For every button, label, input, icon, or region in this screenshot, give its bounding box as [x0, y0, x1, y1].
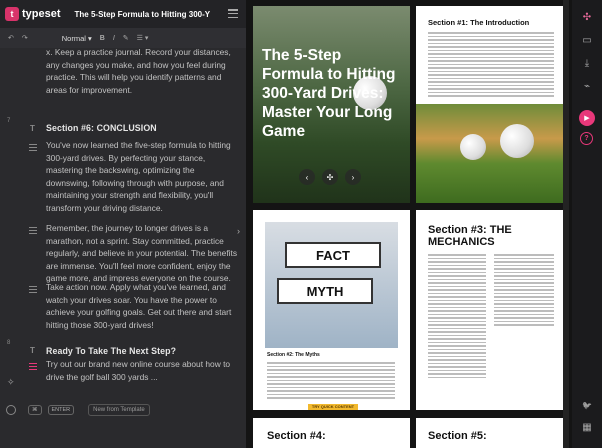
magic-wand-icon[interactable]: ✧: [7, 377, 15, 387]
menu-icon[interactable]: [228, 9, 238, 18]
section7-heading[interactable]: Ready To Take The Next Step?: [46, 346, 177, 356]
italic-button[interactable]: I: [112, 34, 115, 42]
paragraph-type-icon[interactable]: [29, 144, 37, 151]
heading-type-icon[interactable]: T: [30, 346, 35, 355]
collapse-panel-icon[interactable]: ›: [237, 226, 240, 236]
brand-name: typeset: [22, 8, 61, 20]
add-block-icon[interactable]: [6, 405, 16, 415]
image-icon[interactable]: ▭: [582, 34, 592, 46]
page-section-5[interactable]: [416, 418, 566, 448]
section6-heading[interactable]: Section #6: CONCLUSION: [46, 123, 157, 133]
brand-kit-icon[interactable]: ✣: [582, 11, 592, 23]
myth-sign: MYTH: [277, 278, 373, 304]
right-toolbar: [572, 0, 602, 448]
preview-scrollbar[interactable]: [563, 0, 569, 448]
typeset-logo-icon[interactable]: t: [5, 7, 19, 21]
section7-paragraph-1[interactable]: Try out our brand new online course about how to drive the golf ball 300 yards ...: [46, 359, 231, 382]
new-from-template-button[interactable]: New from Template: [88, 404, 150, 416]
next-layout-icon[interactable]: ›: [345, 169, 361, 185]
shortcut-key-enter: ENTER: [48, 405, 75, 415]
editor-topbar: [0, 0, 246, 28]
golf-tee-image: [416, 104, 566, 203]
page-text-lines: [428, 32, 554, 99]
cover-navigation: [299, 169, 361, 185]
shuffle-icon[interactable]: ✣: [322, 169, 338, 185]
twitter-icon[interactable]: 🐦: [582, 400, 592, 410]
page-section-3[interactable]: [416, 210, 566, 410]
fact-myth-sign-image: [265, 222, 398, 348]
format-toolbar: [0, 28, 246, 48]
try-quick-content-badge[interactable]: TRY QUICK CONTENT: [308, 404, 358, 410]
page-section-5-heading: Section #5:: [428, 430, 487, 442]
practice-journal-paragraph[interactable]: x. Keep a practice journal. Record your distances, any changes you make, and how you feel during practice. This will help you identify patterns and areas for improvement.: [46, 47, 231, 95]
paragraph-type-icon[interactable]: [29, 227, 37, 234]
document-title[interactable]: The 5-Step Formula to Hitting 300-Y: [74, 9, 211, 19]
block-number-8: 8: [7, 340, 11, 346]
section6-paragraph-3[interactable]: Take action now. Apply what you've learned, and watch your drives soar. You have the power to achieve your golfing goals. Get out there and start hitting those 300-yard drives!: [46, 282, 232, 330]
share-icon[interactable]: ⌁: [583, 80, 591, 92]
page-section-1-heading: Section #1: The Introduction: [428, 18, 530, 27]
help-icon[interactable]: ?: [580, 132, 593, 145]
preview-pane: [246, 0, 572, 448]
page-text-lines: [267, 362, 395, 401]
cover-page[interactable]: [253, 6, 410, 203]
grid-icon[interactable]: ▦: [582, 421, 592, 433]
present-play-icon[interactable]: ▶: [579, 110, 595, 126]
page-text-lines-col1: [428, 254, 486, 380]
section6-paragraph-1[interactable]: You've now learned the five-step formula to hitting 300-yard drives. By perfecting your stance, mastering the backswing, optimizing the downswing, following through with purpose, and maintaining your strength and flexibility, you'll transform your driving distance.: [46, 140, 231, 213]
fact-sign: FACT: [285, 242, 381, 268]
page-section-4-heading: Section #4:: [267, 430, 326, 442]
shortcut-key-cmd: ⌘: [28, 405, 42, 415]
page-section-4[interactable]: [253, 418, 410, 448]
pen-icon[interactable]: ✎: [122, 35, 129, 42]
page-text-lines-col2: [494, 254, 554, 328]
page-section-2-heading: Section #2: The Myths: [267, 352, 320, 358]
undo-icon[interactable]: ↶: [8, 35, 14, 42]
paragraph-type-icon[interactable]: [29, 363, 37, 370]
download-icon[interactable]: ⤓: [584, 57, 590, 69]
block-number-7: 7: [7, 118, 11, 124]
page-section-3-heading: Section #3: THE MECHANICS: [428, 224, 512, 248]
editor-panel: [0, 0, 246, 448]
page-section-2[interactable]: [253, 210, 410, 410]
cover-title: The 5-Step Formula to Hitting 300-Yard Drives: Master Your Long Game: [262, 47, 396, 140]
text-style-select[interactable]: Normal ▾: [61, 33, 92, 43]
bold-button[interactable]: B: [99, 34, 105, 42]
paragraph-type-icon[interactable]: [29, 286, 37, 293]
redo-icon[interactable]: ↷: [21, 35, 28, 42]
list-icon[interactable]: ☰ ▾: [136, 35, 149, 42]
prev-layout-icon[interactable]: ‹: [299, 169, 315, 185]
editor-bottom-bar: [0, 400, 246, 420]
section6-paragraph-2[interactable]: Remember, the journey to longer drives is a marathon, not a sprint. Stay committed, practice regularly, and believe in your potential. The benefits are immense. You'll feel more confident, enjoy the game more, and impress everyone on the course.: [46, 223, 238, 283]
page-section-1[interactable]: [416, 6, 566, 203]
heading-type-icon[interactable]: T: [30, 124, 35, 133]
